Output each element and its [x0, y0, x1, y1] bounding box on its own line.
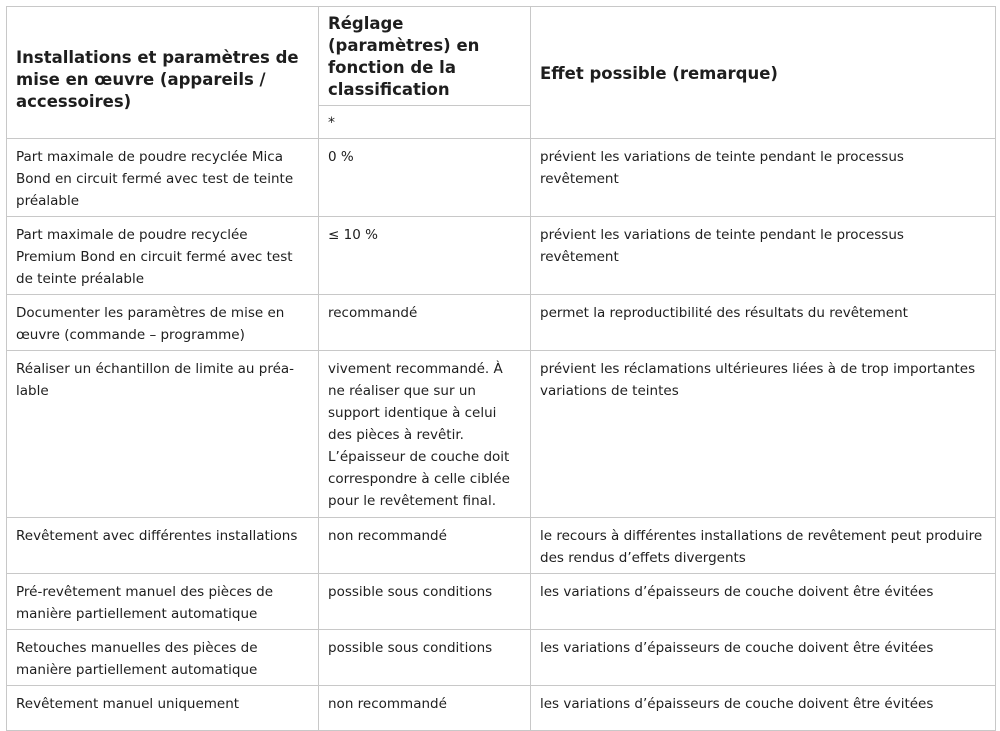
table-row [7, 518, 996, 574]
installation-cell: Part maximale de poudre recyclée Premium Bond en circuit fermé avec test de teinte préalable [7, 217, 319, 295]
installation-cell: Réaliser un échantillon de limite au préa-lable [7, 351, 319, 518]
table-row [7, 686, 996, 731]
header-classification-marker: * [319, 106, 531, 139]
reglage-cell: possible sous conditions [319, 574, 531, 630]
table-row [7, 295, 996, 351]
effet-cell: le recours à différentes installations de revêtement peut produire des rendus d’effets divergents [531, 518, 996, 574]
effet-cell: les variations d’épaisseurs de couche doivent être évitées [531, 630, 996, 686]
effet-cell: prévient les variations de teinte pendant le processus revêtement [531, 139, 996, 217]
reglage-cell: possible sous conditions [319, 630, 531, 686]
header-row [7, 7, 996, 106]
header-installations: Installations et paramètres de mise en œuvre (appareils / accessoires) [7, 7, 319, 139]
settings-table [6, 6, 996, 731]
reglage-cell: non recommandé [319, 686, 531, 731]
table-row [7, 574, 996, 630]
table-row [7, 630, 996, 686]
installation-cell: Pré-revêtement manuel des pièces de manière partiellement automatique [7, 574, 319, 630]
header-effet: Effet possible (remarque) [531, 7, 996, 139]
reglage-cell: ≤ 10 % [319, 217, 531, 295]
installation-cell: Retouches manuelles des pièces de manière partiellement automatique [7, 630, 319, 686]
table-row [7, 139, 996, 217]
installation-cell: Revêtement manuel uniquement [7, 686, 319, 731]
reglage-cell: recommandé [319, 295, 531, 351]
reglage-cell: vivement recommandé. À ne réaliser que sur un support identique à celui des pièces à revêtir. L’épaisseur de couche doit correspondre à celle ciblée pour le revêtement final. [319, 351, 531, 518]
effet-cell: les variations d’épaisseurs de couche doivent être évitées [531, 574, 996, 630]
reglage-cell: 0 % [319, 139, 531, 217]
table-row [7, 217, 996, 295]
reglage-cell: non recommandé [319, 518, 531, 574]
effet-cell: prévient les réclamations ultérieures liées à de trop importantes variations de teintes [531, 351, 996, 518]
effet-cell: les variations d’épaisseurs de couche doivent être évitées [531, 686, 996, 731]
effet-cell: prévient les variations de teinte pendant le processus revêtement [531, 217, 996, 295]
installation-cell: Documenter les paramètres de mise en œuvre (commande – programme) [7, 295, 319, 351]
table-row [7, 351, 996, 518]
effet-cell: permet la reproductibilité des résultats du revêtement [531, 295, 996, 351]
header-reglage: Réglage (paramètres) en fonction de la classification [319, 7, 531, 106]
installation-cell: Part maximale de poudre recyclée Mica Bond en circuit fermé avec test de teinte préalable [7, 139, 319, 217]
installation-cell: Revêtement avec différentes installations [7, 518, 319, 574]
